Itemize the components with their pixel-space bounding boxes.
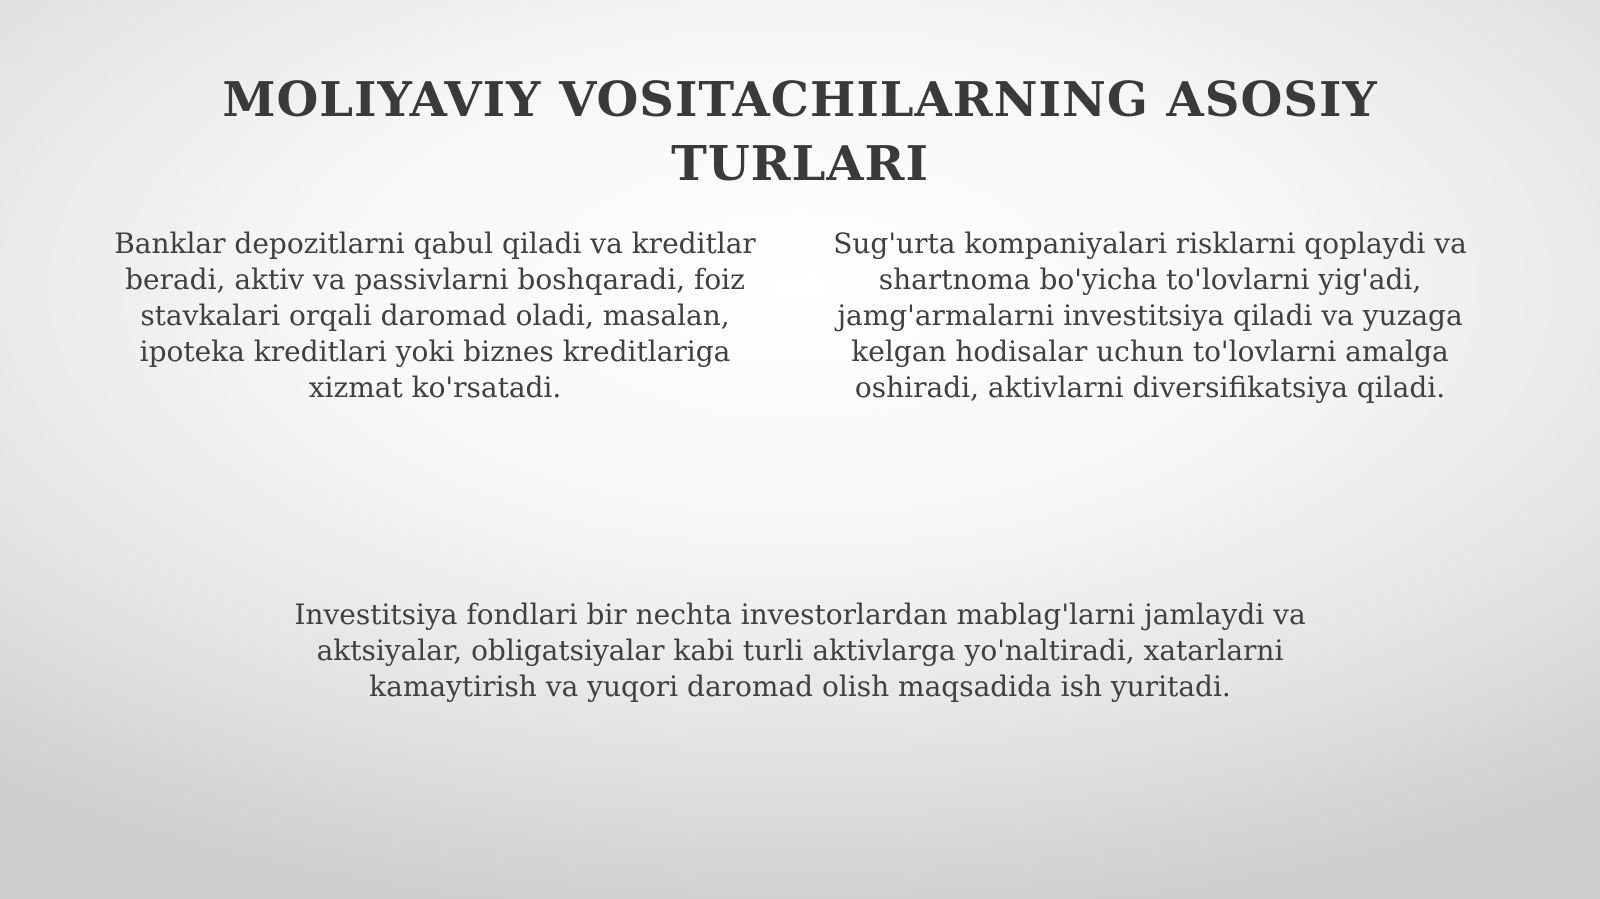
banks-paragraph: Banklar depozitlarni qabul qiladi va kreditlar beradi, aktiv va passivlarni boshqaradi, foiz stavkalari orqali daromad oladi, masalan, ipoteka kreditlari yoki biznes kreditlariga xizmat ko'rsatadi. [114, 227, 756, 404]
investment-funds-paragraph: Investitsiya fondlari bir nechta investorlardan mablag'larni jamlaydi va aktsiyalar, obligatsiyalar kabi turli aktivlarga yo'naltiradi, xatarlarni kamaytirish va yuqori daromad olish maqsadida ish yuritadi. [294, 598, 1306, 703]
slide-title: MOLIYAVIY VOSITACHILARNING ASOSIY TURLARI [222, 72, 1378, 192]
insurance-paragraph: Sug'urta kompaniyalari risklarni qoplaydi va shartnoma bo'yicha to'lovlarni yig'adi, jamg'armalarni investitsiya qiladi va yuzaga kelgan hodisalar uchun to'lovlarni amalga oshiradi, aktivlarni diversifikatsiya qiladi. [833, 227, 1467, 404]
